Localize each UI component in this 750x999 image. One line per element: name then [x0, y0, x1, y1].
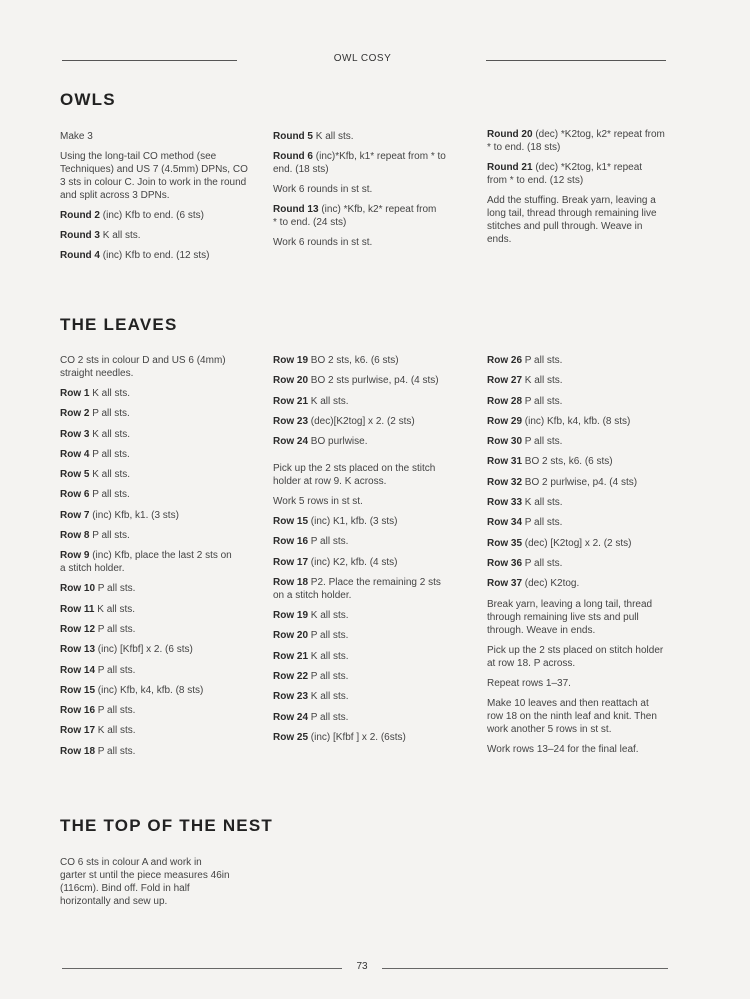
row-list — [487, 354, 667, 590]
row-label: Row 29 — [487, 415, 523, 427]
row-list — [273, 609, 458, 744]
row-list — [273, 515, 458, 569]
round-label: Round 21 — [487, 162, 533, 173]
row-text: P all sts. — [308, 630, 349, 642]
row-label: Row 23 — [273, 415, 309, 427]
row-text: P all sts. — [522, 557, 563, 569]
row-label: Row 13 — [60, 644, 96, 656]
row-item — [487, 374, 667, 387]
owls-column-2 — [273, 130, 465, 256]
row-item — [60, 529, 240, 542]
row-item — [60, 704, 240, 717]
row-item — [273, 395, 458, 408]
row-item — [487, 516, 667, 529]
row-text: P all sts. — [95, 623, 136, 635]
round-text: K all sts. — [313, 131, 354, 142]
row-label: Row 17 — [60, 725, 96, 737]
row-text: (inc) K1, kfb. (3 sts) — [308, 516, 398, 528]
row-label: Row 1 — [60, 388, 90, 399]
row-text: (inc) Kfb, k1. (3 sts) — [89, 509, 179, 521]
row-item — [60, 643, 240, 656]
row-label: Row 20 — [273, 375, 309, 387]
row-label: Row 11 — [60, 603, 95, 615]
row-item — [273, 690, 458, 703]
row-item — [60, 684, 240, 697]
row-text: (inc) [Kfbf] x 2. (6 sts) — [95, 644, 193, 656]
row-item — [273, 415, 458, 428]
round-text: (inc) *Kfb, k2* repeat from * to end. (24 sts) — [273, 204, 437, 228]
round-text: (inc) Kfb to end. (6 sts) — [100, 210, 204, 221]
row-text: (inc) Kfb, k4, kfb. (8 sts) — [95, 684, 204, 696]
row-item — [60, 745, 240, 758]
make-leaves-note: Make 10 leaves and then reattach at row 18 on the ninth leaf and knit. Then work another 5 rows in st st. — [487, 697, 657, 735]
row-text: K all sts. — [94, 603, 136, 615]
row-text: K all sts. — [89, 469, 131, 481]
row-label: Row 16 — [273, 536, 309, 548]
row-text: P2. Place the remaining 2 sts on a stitch holder. — [273, 577, 441, 602]
row-item — [487, 415, 667, 428]
row-list — [60, 387, 240, 542]
row-text: K all sts. — [89, 388, 131, 399]
row-text: BO 2 sts purlwise, p4. (4 sts) — [308, 375, 439, 387]
round-21 — [487, 161, 659, 187]
leaves-column-3 — [487, 354, 667, 763]
row-label: Row 20 — [273, 630, 309, 642]
owls-column-1 — [60, 130, 252, 269]
row-label: Row 18 — [273, 577, 309, 589]
row-label: Row 21 — [273, 650, 309, 662]
row-label: Row 8 — [60, 530, 90, 542]
round-text: (inc)*Kfb, k1* repeat from * to end. (18 sts) — [273, 151, 446, 175]
row-text: P all sts. — [308, 536, 349, 548]
pickup-note: Pick up the 2 sts placed on stitch holder at row 18. P across. — [487, 644, 664, 669]
round-13 — [273, 203, 438, 229]
row-item — [273, 609, 458, 622]
row-item — [487, 537, 667, 550]
row-item — [60, 468, 240, 481]
row-text: K all sts. — [522, 375, 563, 387]
header-rule-right — [486, 60, 666, 61]
row-label: Row 24 — [273, 436, 309, 448]
row-label: Row 27 — [487, 375, 523, 387]
row-text: P all sts. — [522, 395, 563, 407]
row-label: Row 9 — [60, 550, 90, 562]
row-label: Row 6 — [60, 489, 90, 501]
row-label: Row 31 — [487, 456, 523, 468]
row-item — [60, 448, 240, 461]
row-text: BO 2 purlwise, p4. (4 sts) — [522, 476, 638, 488]
row-label: Row 26 — [487, 355, 523, 366]
round-label: Round 3 — [60, 230, 100, 241]
leaves-column-2 — [273, 354, 458, 751]
row-label: Row 35 — [487, 537, 523, 549]
row-item — [273, 629, 458, 642]
row-text: P all sts. — [95, 664, 136, 676]
row-item — [60, 387, 240, 400]
footer-rule-left — [62, 968, 342, 969]
row-label: Row 4 — [60, 448, 90, 460]
row-item — [273, 711, 458, 724]
row-text: BO 2 sts, k6. (6 sts) — [522, 456, 613, 468]
row-item — [487, 455, 667, 468]
row-text: P all sts. — [522, 436, 563, 448]
row-item — [60, 623, 240, 636]
row-label: Row 12 — [60, 623, 96, 635]
row-item — [273, 670, 458, 683]
row-label: Row 2 — [60, 408, 90, 420]
round-text: (dec) *K2tog, k2* repeat from * to end. (18 sts) — [487, 129, 665, 153]
row-list — [60, 582, 240, 757]
row-label: Row 24 — [273, 711, 309, 723]
row-item — [487, 496, 667, 509]
row-item — [487, 476, 667, 489]
round-label: Round 4 — [60, 250, 100, 261]
pickup-note: Pick up the 2 sts placed on the stitch holder at row 9. K across. — [273, 463, 436, 488]
row-label: Row 22 — [273, 670, 309, 682]
round-label: Round 6 — [273, 151, 313, 162]
row-text: P all sts. — [89, 489, 130, 501]
row-text: P all sts. — [308, 670, 349, 682]
row-item — [273, 731, 458, 744]
row-text: (dec)[K2tog] x 2. (2 sts) — [308, 415, 415, 427]
owls-finish: Add the stuffing. Break yarn, leaving a long tail, thread through remaining live stitches and pull through. Weave in ends. — [487, 195, 657, 245]
row-item — [60, 724, 240, 737]
row-label: Row 7 — [60, 509, 90, 521]
row-item — [60, 407, 240, 420]
row-text: (dec) [K2tog] x 2. (2 sts) — [522, 537, 632, 549]
row-text: P all sts. — [89, 408, 130, 420]
row-text: K all sts. — [308, 691, 349, 703]
row-text: (inc) Kfb, place the last 2 sts on a stitch holder. — [60, 550, 232, 575]
round-text: (dec) *K2tog, k1* repeat from * to end. (12 sts) — [487, 162, 643, 186]
row-item — [273, 354, 458, 367]
row-text: K all sts. — [89, 428, 131, 440]
row-label: Row 19 — [273, 355, 309, 366]
leaves-intro: CO 2 sts in colour D and US 6 (4mm) straight needles. — [60, 355, 226, 379]
repeat-note: Repeat rows 1–37. — [487, 677, 571, 689]
make-count: Make 3 — [60, 131, 93, 142]
running-head: OWL COSY — [333, 53, 392, 64]
row-text: K all sts. — [308, 395, 349, 407]
row-item — [487, 354, 667, 367]
page-number: 73 — [356, 961, 368, 972]
row-text: (inc) K2, kfb. (4 sts) — [308, 556, 398, 568]
row-text: P all sts. — [89, 530, 130, 542]
round-4 — [60, 249, 252, 262]
row-item — [60, 509, 240, 522]
row-text: P all sts. — [95, 583, 136, 595]
row-text: K all sts. — [522, 497, 563, 509]
row-label: Row 33 — [487, 497, 523, 509]
section-title-owls: OWLS — [60, 90, 116, 109]
nest-instructions: CO 6 sts in colour A and work in garter st until the piece measures 46in (116cm). Bind off. Fold in half horizontally and sew up. — [60, 857, 230, 907]
round-6 — [273, 150, 453, 176]
row-item — [487, 577, 667, 590]
break-yarn-note: Break yarn, leaving a long tail, thread through remaining live sts and pull through. Weave in ends. — [487, 598, 653, 636]
row-text: K all sts. — [308, 610, 349, 622]
round-2 — [60, 209, 252, 222]
row-text: P all sts. — [308, 711, 349, 723]
row-label: Row 28 — [487, 395, 523, 407]
row-text: K all sts. — [95, 725, 136, 737]
row-label: Row 36 — [487, 557, 523, 569]
row-label: Row 5 — [60, 469, 90, 481]
row-item — [273, 435, 458, 448]
round-text: (inc) Kfb to end. (12 sts) — [100, 250, 210, 261]
section-title-leaves: THE LEAVES — [60, 315, 178, 334]
row-text: K all sts. — [308, 650, 349, 662]
nest-column — [60, 856, 230, 915]
row-label: Row 14 — [60, 664, 96, 676]
row-item — [60, 664, 240, 677]
round-label: Round 20 — [487, 129, 533, 140]
row-label: Row 10 — [60, 583, 96, 595]
row-text: P all sts. — [522, 517, 563, 529]
row-text: BO purlwise. — [308, 436, 368, 448]
row-list — [273, 354, 458, 448]
row-item — [273, 650, 458, 663]
row-item — [60, 582, 240, 595]
row-text: (dec) K2tog. — [522, 578, 580, 590]
row-text: (inc) Kfb, k4, kfb. (8 sts) — [522, 415, 631, 427]
row-label: Row 34 — [487, 517, 523, 529]
final-leaf-note: Work rows 13–24 for the final leaf. — [487, 743, 639, 755]
row-item — [60, 488, 240, 501]
row-text: P all sts. — [95, 705, 136, 717]
work-rows-note: Work 5 rows in st st. — [273, 496, 363, 508]
row-item — [487, 395, 667, 408]
round-5 — [273, 130, 465, 143]
row-label: Row 32 — [487, 476, 523, 488]
row-9 — [60, 549, 235, 575]
row-label: Row 3 — [60, 428, 90, 440]
row-18 — [273, 576, 448, 602]
row-item — [273, 556, 458, 569]
row-item — [487, 557, 667, 570]
row-label: Row 15 — [60, 684, 96, 696]
row-label: Row 25 — [273, 731, 309, 743]
row-label: Row 17 — [273, 556, 309, 568]
round-text: K all sts. — [100, 230, 141, 241]
row-label: Row 16 — [60, 705, 96, 717]
owls-intro: Using the long-tail CO method (see Techniques) and US 7 (4.5mm) DPNs, CO 3 sts in colour C. Join to work in the round and split across 3 DPNs. — [60, 151, 248, 201]
row-item — [487, 435, 667, 448]
row-label: Row 18 — [60, 745, 96, 757]
round-label: Round 2 — [60, 210, 100, 221]
round-label: Round 5 — [273, 131, 313, 142]
owls-column-3 — [487, 128, 667, 253]
row-item — [273, 515, 458, 528]
footer-rule-right — [382, 968, 668, 969]
row-text: P all sts. — [522, 355, 563, 366]
round-label: Round 13 — [273, 204, 319, 215]
row-text: (inc) [Kfbf ] x 2. (6sts) — [308, 731, 406, 743]
row-label: Row 37 — [487, 578, 523, 590]
work-rounds: Work 6 rounds in st st. — [273, 237, 373, 248]
section-title-nest: THE TOP OF THE NEST — [60, 816, 273, 835]
row-label: Row 21 — [273, 395, 309, 407]
row-label: Row 15 — [273, 516, 309, 528]
row-text: P all sts. — [89, 448, 130, 460]
row-label: Row 19 — [273, 610, 309, 622]
row-text: P all sts. — [95, 745, 136, 757]
row-item — [60, 428, 240, 441]
leaves-column-1 — [60, 354, 240, 765]
row-item — [273, 374, 458, 387]
row-item — [273, 535, 458, 548]
work-rounds: Work 6 rounds in st st. — [273, 184, 373, 195]
row-label: Row 30 — [487, 436, 523, 448]
round-20 — [487, 128, 667, 154]
round-3 — [60, 229, 252, 242]
row-text: BO 2 sts, k6. (6 sts) — [308, 355, 399, 366]
row-label: Row 23 — [273, 691, 309, 703]
row-item — [60, 603, 240, 616]
